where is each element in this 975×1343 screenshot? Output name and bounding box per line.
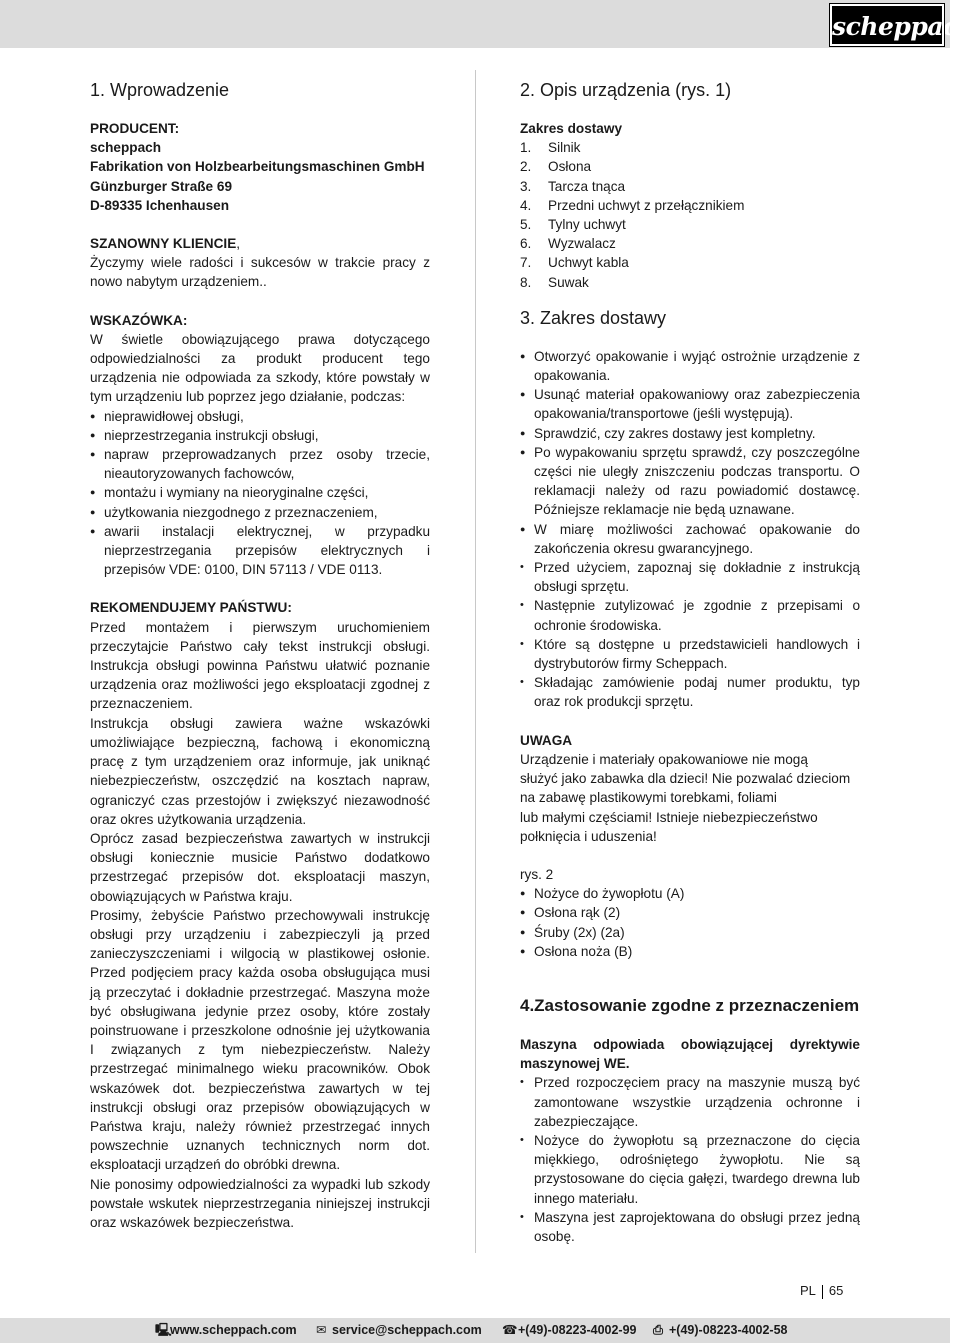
item-text: Tarcza tnąca	[548, 178, 626, 194]
use-list	[520, 1073, 860, 1246]
dear-suffix: ,	[236, 236, 241, 252]
item-number: 1.	[520, 140, 532, 156]
recommend-paragraph: Nie ponosimy odpowiedzialności za wypadki lub szkody powstałe wskutek nieprzestrzegania niniejszej instrukcji oraz wskazówek bezpieczeństwa.	[90, 1176, 430, 1230]
list-item: ● Śruby (2x) (2a)	[520, 923, 860, 942]
list-item: ● Osłona rąk (2)	[520, 903, 860, 922]
item-text: Suwak	[548, 274, 589, 290]
figure-2-label: rys. 2	[520, 866, 554, 882]
dear-customer	[90, 234, 430, 253]
item-text: Tylny uchwyt	[548, 217, 626, 233]
page-separator	[822, 1285, 823, 1299]
page-number-value: 65	[828, 1283, 844, 1298]
item-number: 7.	[520, 255, 532, 271]
item-text: Przedni uchwyt z przełącznikiem	[548, 197, 745, 213]
list-item: • Składając zamówienie podaj numer produktu, typ oraz rok produkcji sprzętu.	[520, 673, 860, 711]
list-item	[520, 273, 860, 292]
item-text: Uchwyt kabla	[548, 255, 629, 271]
note-label: WSKAZÓWKA:	[90, 312, 188, 328]
recommend-paragraph: Instrukcja obsługi zawiera ważne wskazówki umożliwiające bezpieczną, fachową i ekonomiczną pracę z tym urządzeniem oraz informuje, jak uniknąć niebezpieczeństw, oszczędzić na kosztach napraw, ograniczyć czas przestojów i zwiększyć niezawodność oraz okres użytkowania urządzenia.	[90, 715, 430, 827]
use-label: Maszyna odpowiada obowiązującej dyrektywie maszynowej WE.	[520, 1036, 860, 1072]
section-title-intended-use: 4.Zastosowanie zgodne z przeznaczeniem	[520, 995, 860, 1015]
fax-icon: ⎙	[653, 1323, 664, 1337]
list-item: • Które są dostępne u przedstawicieli handlowych i dystrybutorów firmy Scheppach.	[520, 635, 860, 673]
brand-logo: scheppach	[830, 4, 944, 46]
list-item: ● Osłona noża (B)	[520, 942, 860, 961]
list-item: ● Sprawdzić, czy zakres dostawy jest kompletny.	[520, 424, 860, 443]
list-item: • Maszyna jest zaprojektowana do obsługi przez jedną osobę.	[520, 1208, 860, 1246]
item-number: 2.	[520, 159, 532, 175]
recommend-paragraph: Prosimy, żebyście Państwo przechowywali instrukcję obsługi przy urządzeniu i zabezpieczyli ją przed zanieczyszczeniami i wilgocią w plastikowej osłonie. Przed podjęciem pracy każda osoba obsługująca musi ją przeczytać i dokładnie przestrzegać. Maszyna może być obsługiwana jedynie przez osoby, które zostały poinstruowane i przeszkolone odnośnie jej użytkowania I związanych z tym niebezpieczeństw. Należy przestrzegać minimalnego wieku pracowników. Obok wskazówek dot. bezpieczeństwa zawartych w tej instrukcji obsługi oraz przepisów obowiązujących w Państwa kraju, należy również przestrzegać innych powszechnie uznanych technicznych norm dot. eksploatacji urządzeń do obróbki drewna.	[90, 907, 430, 1173]
item-number: 4.	[520, 197, 532, 213]
item-number: 3.	[520, 178, 532, 194]
item-text: Osłona	[548, 159, 592, 175]
list-item	[520, 234, 860, 253]
list-item: ● montażu i wymiany na nieoryginalne części,	[90, 483, 430, 502]
footer-web[interactable]: www.scheppach.com	[170, 1323, 297, 1337]
list-item: ● awarii instalacji elektrycznej, w przypadku nieprzestrzegania przepisów elektrycznych i przepisów VDE: 0100, DIN 57113 / VDE 0113.	[90, 522, 430, 580]
footer-email[interactable]: service@scheppach.com	[332, 1323, 482, 1337]
item-number: 8.	[520, 274, 532, 290]
list-item: ● użytkowania niezgodnego z przeznaczeniem,	[90, 503, 430, 522]
footer-fax: +(49)-08223-4002-58	[669, 1323, 788, 1337]
recommend-paragraph: Oprócz zasad bezpieczeństwa zawartych w instrukcji obsługi koniecznie musicie Państwo dodatkowo przestrzegać przepisów dot. eksploatacji maszyn, obowiązujących w Państwa kraju.	[90, 830, 430, 904]
list-item: ● Otworzyć opakowanie i wyjąć ostrożnie urządzenie z opakowania.	[520, 347, 860, 385]
telephone-icon: ☎	[502, 1323, 518, 1337]
dear-label: SZANOWNY KLIENCIE	[90, 236, 237, 252]
item-number: 6.	[520, 236, 532, 252]
list-item	[520, 177, 860, 196]
page-language: PL	[800, 1283, 816, 1298]
list-item: • Następnie zutylizować je zgodnie z przepisami o ochronie środowiska.	[520, 596, 860, 634]
page-number	[800, 1283, 843, 1299]
section-title-description: 2. Opis urządzenia (rys. 1)	[520, 80, 732, 100]
column-divider	[475, 70, 476, 1253]
left-column	[90, 78, 430, 1232]
item-text: Silnik	[548, 140, 581, 156]
list-item: ● W miarę możliwości zachować opakowanie do zakończenia okresu gwarancyjnego.	[520, 520, 860, 558]
list-item	[520, 253, 860, 272]
list-item	[520, 138, 860, 157]
footer-phone: +(49)-08223-4002-99	[518, 1323, 637, 1337]
computer-icon: 🖳	[155, 1323, 172, 1337]
warning-line: lub małymi częściami! Istnieje niebezpieczeństwo	[520, 809, 818, 825]
item-text: Wyzwalacz	[548, 236, 616, 252]
list-item	[520, 196, 860, 215]
list-item: • Nożyce do żywopłotu są przeznaczone do cięcia miękkiego, odrośniętego żywopłotu. Nie są przystosowane do cięcia gałęzi, twardego drewna lub innego materiału.	[520, 1131, 860, 1208]
producer-line: Günzburger Straße 69	[90, 178, 233, 194]
list-item: • Przed rozpoczęciem pracy na maszynie muszą być zamontowane wszystkie urządzenia ochronne i zabezpieczające.	[520, 1073, 860, 1131]
recommend-label: REKOMENDUJEMY PAŃSTWU:	[90, 600, 292, 616]
dear-text: Życzymy wiele radości i sukcesów w trakcie pracy z nowo nabytym urządzeniem..	[90, 255, 430, 290]
warning-label: UWAGA	[520, 732, 573, 748]
footer-bar	[0, 1318, 950, 1343]
right-column	[520, 78, 860, 1246]
note-list	[90, 407, 430, 580]
warning-line: służyć jako zabawka dla dzieci! Nie pozwalać dzieciom	[520, 771, 851, 787]
warning-line: Urządzenie i materiały opakowaniowe nie mogą	[520, 751, 808, 767]
scope-label: Zakres dostawy	[520, 121, 622, 136]
figure-2-list	[520, 884, 860, 961]
producer-line: scheppach	[90, 140, 162, 156]
list-item: ● Usunąć materiał opakowaniowy oraz zabezpieczenia opakowania/transportowe (jeśli występują).	[520, 385, 860, 423]
list-item: ● Po wypakowaniu sprzętu sprawdź, czy poszczególne części nie uległy zniszczeniu podczas transportu. O reklamacji należy od razu powiadomić dostawcę. Późniejsze reklamacje nie będą uznawane.	[520, 443, 860, 520]
list-item: ● Nożyce do żywopłotu (A)	[520, 884, 860, 903]
header-bar	[0, 0, 950, 48]
producer-line: Fabrikation von Holzbearbeitungsmaschinen GmbH	[90, 159, 425, 175]
delivery-list	[520, 347, 860, 712]
envelope-icon: ✉	[316, 1323, 327, 1337]
list-item	[520, 157, 860, 176]
note-text: W świetle obowiązującego prawa dotyczącego odpowiedzialności za produkt producent tego urządzenia nie odpowiada za szkody, które powstały w tym urządzeniu lub poprzez jego działanie, podczas:	[90, 331, 430, 405]
list-item: ● napraw przeprowadzanych przez osoby trzecie, nieautoryzowanych fachowców,	[90, 445, 430, 483]
list-item: ● nieprawidłowej obsługi,	[90, 407, 430, 426]
producer-line: D-89335 Ichenhausen	[90, 197, 230, 213]
item-number: 5.	[520, 217, 532, 233]
producer-label: PRODUCENT:	[90, 121, 180, 136]
section-title-delivery: 3. Zakres dostawy	[520, 307, 667, 328]
parts-list	[520, 138, 860, 292]
section-title-intro: 1. Wprowadzenie	[90, 80, 230, 100]
list-item	[520, 215, 860, 234]
warning-line: na zabawę plastikowymi torebkami, foliami	[520, 790, 777, 806]
list-item: ● nieprzestrzegania instrukcji obsługi,	[90, 426, 430, 445]
recommend-paragraph: Przed montażem i pierwszym uruchomieniem przeczytajcie Państwo cały tekst instrukcji obsługi. Instrukcja obsługi powinna Państwu ułatwić poznanie urządzenia oraz możliwości jego eksploatacji zgodnej z przeznaczeniem.	[90, 619, 430, 712]
list-item: • Przed użyciem, zapoznaj się dokładnie z instrukcją obsługi sprzętu.	[520, 558, 860, 596]
warning-line: połknięcia i uduszenia!	[520, 828, 657, 844]
